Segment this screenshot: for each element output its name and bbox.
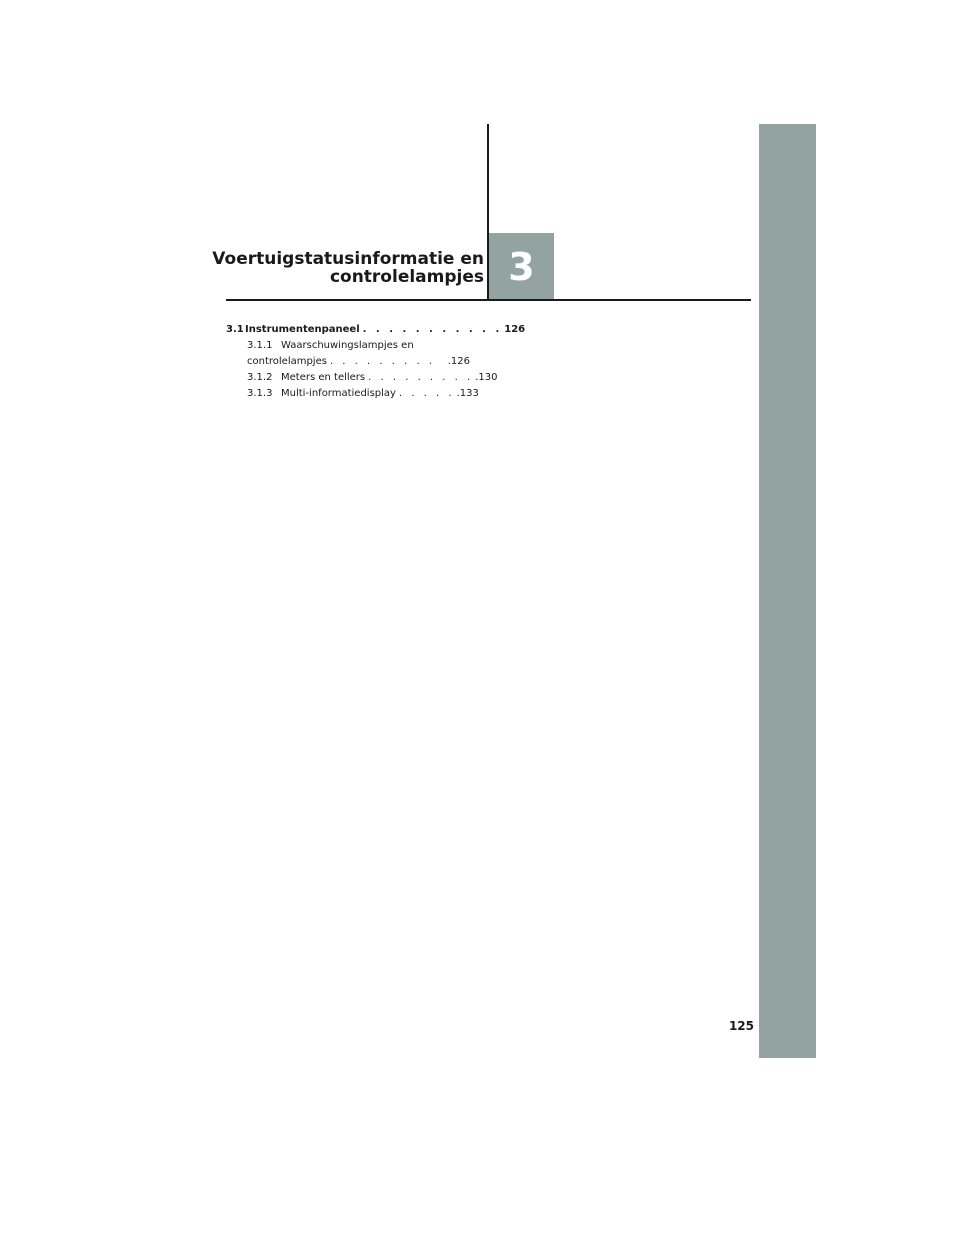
- toc-entry-label: Multi-informatiedisplay: [281, 388, 396, 399]
- toc-entry-number: 3.1.1: [247, 340, 273, 351]
- toc-entry-number: 3.1: [226, 324, 244, 335]
- header-horizontal-rule: [226, 299, 751, 301]
- toc-leader: . . . . . . . . .: [368, 372, 474, 383]
- chapter-number: 3: [508, 244, 535, 289]
- toc-entry-label-continued: controlelampjes: [247, 356, 327, 367]
- toc-entry-label: Waarschuwingslampjes en: [281, 340, 414, 351]
- chapter-side-tab: [759, 124, 816, 1058]
- toc-entry-label: Instrumentenpaneel: [245, 324, 360, 335]
- toc-leader: . . . . .: [398, 388, 455, 399]
- toc-entry-3-1[interactable]: [226, 322, 526, 337]
- page-number: 125: [728, 1019, 754, 1033]
- toc-entry-number: 3.1.2: [247, 372, 273, 383]
- table-of-contents: [226, 322, 526, 401]
- toc-entry-3-1-1-line2[interactable]: [226, 354, 470, 369]
- toc-leader: . . . . . . . . . . .: [362, 324, 503, 335]
- toc-entry-page: .126: [447, 356, 470, 367]
- chapter-title-line1: Voertuigstatusinformatie en: [212, 249, 484, 269]
- toc-entry-page: .133: [456, 388, 479, 399]
- toc-entry-3-1-3[interactable]: [226, 386, 479, 401]
- chapter-title: [184, 250, 484, 286]
- toc-entry-page: .130: [475, 372, 498, 383]
- toc-leader: . . . . . . . . .: [329, 356, 435, 367]
- toc-entry-3-1-2[interactable]: [226, 370, 498, 385]
- chapter-number-box: [489, 233, 554, 300]
- chapter-title-line2: controlelampjes: [329, 267, 484, 287]
- toc-entry-label: Meters en tellers: [281, 372, 366, 383]
- toc-entry-3-1-1-line1[interactable]: [226, 338, 470, 353]
- toc-entry-number: 3.1.3: [247, 388, 273, 399]
- toc-entry-page: 126: [504, 324, 526, 335]
